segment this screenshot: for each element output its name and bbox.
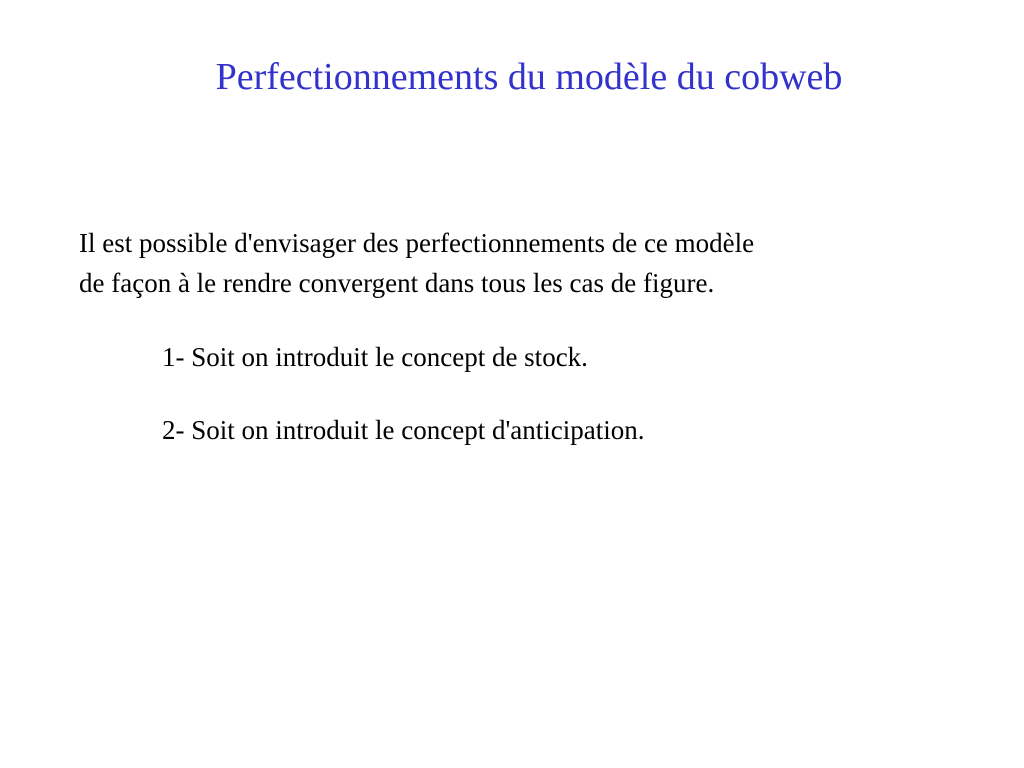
paragraph-line: Il est possible d'envisager des perfectionnements de ce modèle [79,228,755,258]
list-item-anticipation: 2- Soit on introduit le concept d'anticipation. [162,415,645,445]
slide-title: Perfectionnements du modèle du cobweb [215,56,843,98]
body-paragraph [79,223,959,303]
list-item-stock: 1- Soit on introduit le concept de stock. [162,342,588,372]
paragraph-line: de façon à le rendre convergent dans tous les cas de figure. [79,268,715,298]
